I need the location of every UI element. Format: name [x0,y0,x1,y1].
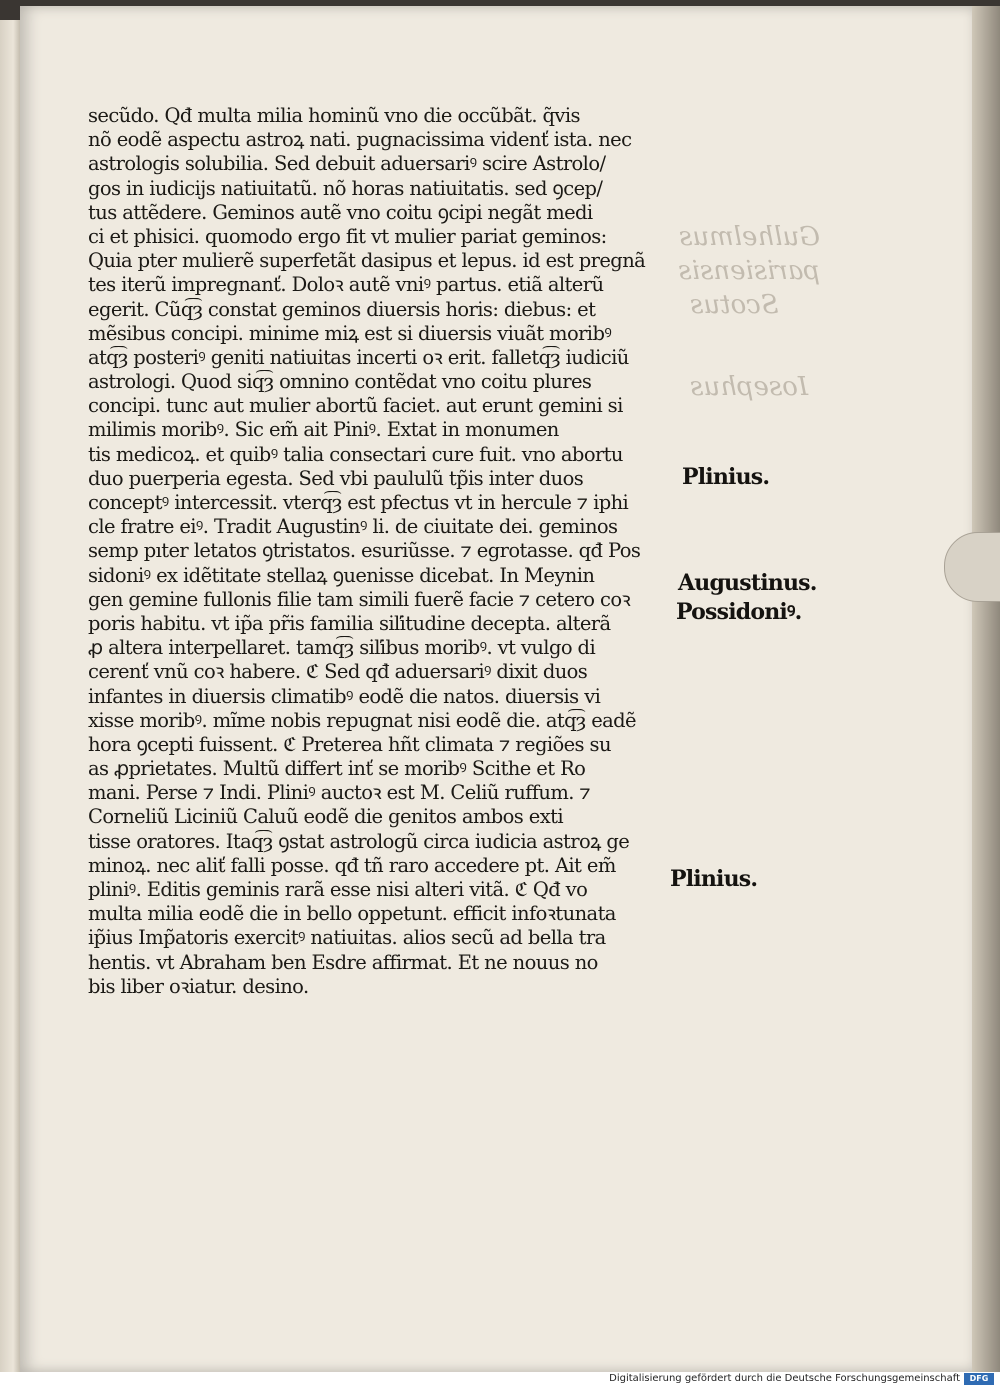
text-line: ci et phisici. quomodo ergo fit vt mulier pariat geminos: [88,224,607,248]
text-line: Corneliũ Liciniũ Caluũ eodẽ die genitos ambos exti [88,805,564,829]
text-line: infantes in diuersis climatibꝰ eodẽ die natos. diuersis vi [88,684,601,708]
main-text-block [88,104,663,999]
text-line: egerit. Cũq͡ȝ constat geminos diuersis horis: diebus: et [88,297,596,321]
text-line: astrologis solubilia. Sed debuit aduersariꝰ scire Astrolo/ [88,152,606,176]
text-line: conceptꝰ intercessit. vterq͡ȝ est pfectus vt in hercule ⁊ iphi [88,491,629,514]
text-line: Quia pter mulierẽ superfetãt dasipus et lepus. id est pregnã [88,249,646,273]
text-line: duo puerperia egesta. Sed vbi paululũ tp̃is inter duos [88,466,584,490]
text-line: concipi. tunc aut mulier abortũ faciet. aut erunt gemini si [88,394,623,418]
text-line: mani. Perse ⁊ Indi. Pliniꝰ auctoꝛ est M. Celiũ ruffum. ⁊ [88,781,591,805]
text-line: cerenť vnũ coꝛ habere. ℭ Sed qđ aduersariꝰ dixit duos [88,660,588,684]
footer-credit: Digitalisierung gefördert durch die Deutsche Forschungsgemeinschaft [609,1373,960,1384]
text-line: hentis. vt Abraham ben Esdre affirmat. Et ne nouus no [88,950,598,974]
text-line: semp pıter letatos ꝯtristatos. esuriũsse. ⁊ egrotasse. qđ Pos [88,539,641,563]
right-page-edge [972,6,1000,1372]
show-through-line: Gulhelmus [678,222,820,252]
text-line: atq͡ȝ posteriꝰ geniti natiuitas incerti oꝛ erit. falletq͡ȝ iudiciũ [88,345,629,369]
show-through-line: Iosephus [690,372,809,402]
text-line: tis medicoꝝ. et quibꝰ talia consectari cure fuit. vno abortu [88,442,623,466]
text-line: secũdo. Qđ multa milia hominũ vno die occũbãt. q̃vis [88,104,580,127]
dfg-logo: DFG [964,1373,994,1385]
text-line: astrologi. Quod siq͡ȝ omnino contẽdat vno coitu plures [88,370,592,394]
text-line: bis liber oꝛiatur. desino. [88,974,309,998]
text-line: pliniꝰ. Editis geminis rarã esse nisi alteri vitã. ℭ Qđ vo [88,878,588,901]
text-line: tus attẽdere. Geminos autẽ vno coitu ꝯcipi negãt medi [88,200,593,224]
text-line: milimis moribꝰ. Sic em̃ ait Piniꝰ. Extat in monumen [88,418,559,442]
margin-note-possidonius: Possidoniꝰ. [676,599,802,625]
text-line: gos in iudicijs natiuitatũ. nõ horas natiuitatis. sed ꝯcep/ [88,176,603,200]
show-through-text [678,220,820,404]
margin-note-augustinus: Augustinus. [678,570,817,596]
margin-note-plinius-2: Plinius. [670,866,758,892]
text-line: poris habitu. vt ip̃a pr̃is familia siľitudine decepta. alterã [88,611,611,635]
text-line: multa milia eodẽ die in bello oppetunt. efficit infoꝛtunata [88,902,616,926]
margin-note-plinius: Plinius. [682,464,770,490]
text-line: nõ eodẽ aspectu astroꝝ nati. pugnacissima videnť ista. nec [88,128,632,152]
text-line: as ꝓprietates. Multũ differt inť se moribꝰ Scithe et Ro [88,757,586,781]
show-through-line: Scotus [690,290,779,320]
text-line: sidoniꝰ ex idẽtitate stellaꝝ ꝯuenisse dicebat. In Meynin [88,563,595,587]
text-line: tisse oratores. Itaq͡ȝ ꝯstat astrologũ circa iudicia astroꝝ ge [88,829,630,853]
text-line: tes iterũ impregnanť. Doloꝛ autẽ vniꝰ partus. etiã alterũ [88,273,604,297]
left-page-edge [0,20,22,1372]
text-line: ꝓ altera interpellaret. tamq͡ȝ siľibus moribꝰ. vt vulgo di [88,636,596,660]
text-line: minoꝝ. nec aliť falli posse. qđ tñ raro accedere pt. Ait em̃ [88,853,616,877]
text-line: hora ꝯcepti fuissent. ℭ Preterea hñt climata ⁊ regiões su [88,732,611,756]
text-line: ip̃ius Imp̃atoris exercitꝰ natiuitas. alios secũ ad bella tra [88,926,606,950]
text-line: gen gemine fullonis filie tam simili fuerẽ facie ⁊ cetero coꝛ [88,587,631,611]
text-line: xisse moribꝰ. mĩme nobis repugnat nisi eodẽ die. atq͡ȝ eadẽ [88,708,636,732]
text-line: mẽsibus concipi. minime miꝝ est si diuersis viuãt moribꝰ [88,321,612,345]
show-through-line: parisiensis [678,256,820,286]
text-line: cle fratre eiꝰ. Tradit Augustinꝰ li. de ciuitate dei. geminos [88,515,618,539]
